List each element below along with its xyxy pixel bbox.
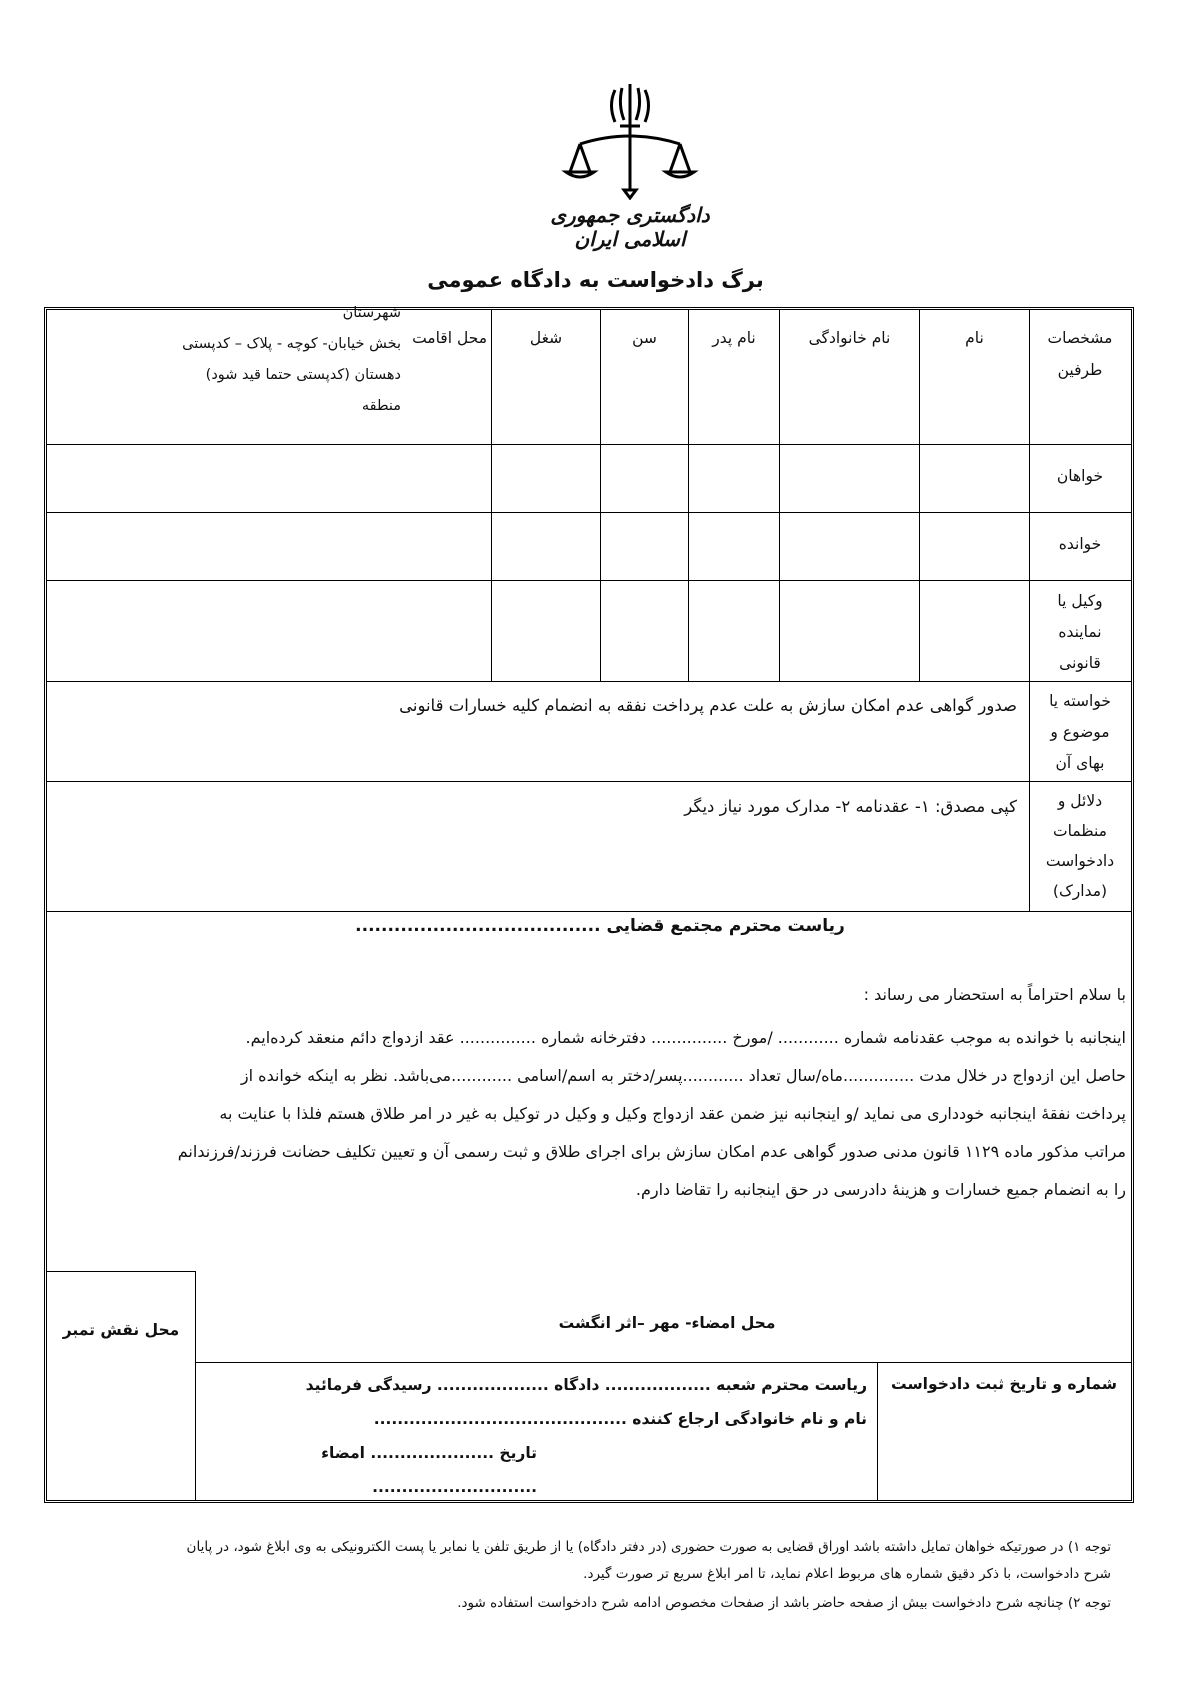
petition-line: پرداخت نفقهٔ اینجانبه خودداری می نماید /و اینجانبه نیز ضمن عقد ازدواج وکیل و وکیل در توکیل به غیر در امر طلاق هستم فلذا با عنایت به bbox=[219, 1104, 1126, 1123]
row-divider bbox=[47, 512, 1131, 513]
petition-line: مراتب مذکور ماده ۱۱۲۹ قانون مدنی صدور گواهی عدم امکان سازش برای اجرای طلاق و ثبت رسمی آن و تعیین تکلیف حضانت فرزند/فرزندانم bbox=[177, 1142, 1126, 1161]
note-1-continued: شرح دادخواست، با ذکر دقیق شماره های مربوط اعلام نماید، تا امر ابلاغ سریع تر صورت گیرد. bbox=[583, 1566, 1111, 1582]
petition-line: حاصل این ازدواج در خلال مدت ..............ماه/سال تعداد ............پسر/دختر به اسم/اسامی ............می‌باشد. نظر به اینکه خوانده از bbox=[240, 1066, 1126, 1085]
header-residence-label: محل اقامت bbox=[412, 329, 487, 347]
col-divider bbox=[919, 310, 920, 681]
petition-line: اینجانبه با خوانده به موجب عقدنامه شماره ............ /مورخ ............... دفترخانه شماره ............... عقد ازدواج دائم منعقد کرده‌ایم. bbox=[245, 1028, 1126, 1047]
petition-line: را به انضمام جمیع خسارات و هزینهٔ دادرسی در حق اینجانبه را تقاضا دارم. bbox=[635, 1180, 1126, 1199]
row-divider bbox=[47, 781, 1131, 782]
header-parties: مشخصات طرفین bbox=[1047, 329, 1113, 379]
evidence-value: کپی مصدق: ۱- عقدنامه ۲- مدارک مورد نیاز دیگر bbox=[684, 797, 1017, 816]
row-divider bbox=[47, 911, 1131, 912]
col-divider bbox=[688, 310, 689, 681]
stamp-box-side bbox=[195, 1271, 196, 1500]
header-job: شغل bbox=[529, 329, 563, 347]
signature-divider bbox=[195, 1362, 1131, 1363]
claim-value: صدور گواهی عدم امکان سازش به علت عدم پرداخت نفقه به انضمام کلیه خسارات قانونی bbox=[399, 696, 1017, 715]
row-label-evidence: دلائل و منظمات دادخواست (مدارک) bbox=[1045, 792, 1115, 900]
row-divider bbox=[47, 681, 1131, 682]
col-divider bbox=[600, 310, 601, 681]
header-father-name: نام پدر bbox=[712, 329, 756, 347]
header-age: سن bbox=[632, 329, 657, 347]
signature-place-label: محل امضاء- مهر –اثر انگشت bbox=[558, 1314, 776, 1332]
registration-label: شماره و تاریخ ثبت دادخواست bbox=[891, 1375, 1117, 1393]
registration-box-side bbox=[877, 1362, 878, 1500]
col-divider bbox=[491, 310, 492, 681]
judiciary-logo-text: دادگستری جمهوری اسلامی ایران bbox=[550, 203, 710, 251]
header-family-name: نام خانوادگی bbox=[808, 329, 891, 347]
row-divider bbox=[47, 444, 1131, 445]
row-label-lawyer: وکیل یا نماینده قانونی bbox=[1057, 592, 1103, 672]
referral-block: ریاست محترم شعبه .................. دادگاه ................... رسیدگی فرمائید نام و نام خانوادگی ارجاع کننده ........................................... تاریخ ..................... امضاء ............................ bbox=[305, 1376, 867, 1496]
col-divider bbox=[779, 310, 780, 681]
form-title: برگ دادخواست به دادگاه عمومی bbox=[427, 268, 764, 292]
stamp-box-top bbox=[47, 1271, 195, 1272]
petition-addressee: ریاست محترم مجتمع قضایی ...................................... bbox=[355, 916, 845, 936]
header-residence-details: شهرستان بخش خیابان- کوچه - پلاک – کدپستی دهستان (کدپستی حتما قید شود) منطقه bbox=[182, 305, 401, 414]
note-2: توجه ۲) چنانچه شرح دادخواست بیش از صفحه حاضر باشد از صفحات مخصوص ادامه شرح دادخواست استفاده شود. bbox=[457, 1595, 1111, 1611]
row-divider bbox=[47, 580, 1131, 581]
stamp-place-label: محل نقش تمبر bbox=[62, 1321, 180, 1339]
row-label-plaintiff: خواهان bbox=[1056, 467, 1104, 485]
form-frame bbox=[44, 307, 1134, 1503]
row-label-claim: خواسته یا موضوع و بهای آن bbox=[1049, 692, 1111, 772]
petition-salutation: با سلام احتراماً به استحضار می رساند : bbox=[863, 985, 1126, 1004]
header-name: نام bbox=[965, 329, 984, 347]
judiciary-emblem-icon bbox=[560, 80, 700, 200]
row-label-defendant: خوانده bbox=[1058, 535, 1102, 553]
note-1: توجه ۱) در صورتیکه خواهان تمایل داشته باشد اوراق قضایی به صورت حضوری (در دفتر دادگاه) یا از طریق تلفن یا نمابر یا پست الکترونیکی به وی ابلاغ شود، در پایان bbox=[186, 1539, 1111, 1555]
